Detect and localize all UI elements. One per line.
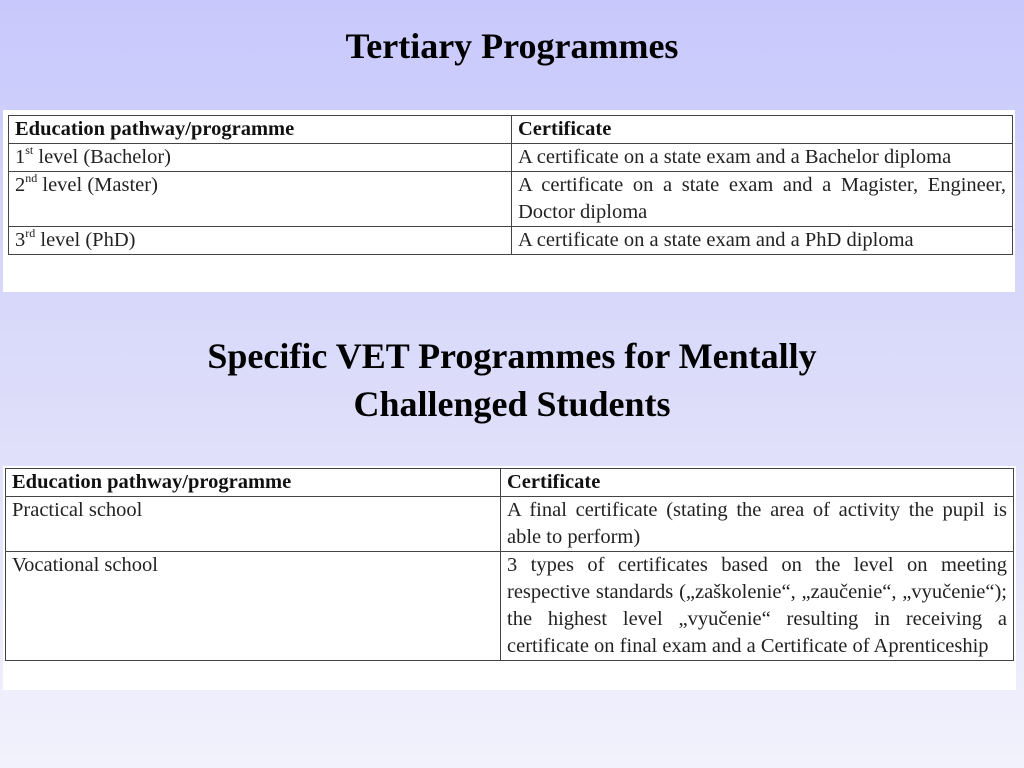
table-row <box>6 552 1014 661</box>
table-row <box>6 497 1014 552</box>
header-cell-pathway: Education pathway/programme <box>6 469 501 497</box>
table-row <box>9 144 1013 172</box>
certificate-cell: A final certificate (stating the area of activity the pupil is able to perform) <box>501 497 1014 552</box>
header-cell-pathway: Education pathway/programme <box>9 116 512 144</box>
certificate-cell: A certificate on a state exam and a Bachelor diploma <box>512 144 1013 172</box>
certificate-cell: 3 types of certificates based on the level on meeting respective standards („zaškolenie“, „zaučenie“, „vyučenie“); the highest level „vyučenie“ resulting in receiving a certificate on final exam and a Certificate of Aprenticeship <box>501 552 1014 661</box>
level-number: 3 <box>15 229 26 251</box>
level-label: level (PhD) <box>35 229 136 251</box>
programme-cell: Practical school <box>6 497 501 552</box>
level-number: 1 <box>15 146 26 168</box>
level-number: 2 <box>15 174 26 196</box>
vet-title-line-2: Challenged Students <box>353 384 671 424</box>
table-row <box>9 227 1013 255</box>
vet-table-container <box>3 466 1016 690</box>
tertiary-title: Tertiary Programmes <box>345 26 679 66</box>
table-header-row <box>6 469 1014 497</box>
level-ordinal: st <box>25 143 34 157</box>
vet-table <box>5 468 1014 661</box>
level-cell <box>9 172 512 227</box>
certificate-cell: A certificate on a state exam and a Magister, Engineer, Doctor diploma <box>512 172 1013 227</box>
level-label: level (Bachelor) <box>33 146 171 168</box>
tertiary-table <box>8 115 1013 255</box>
vet-title <box>0 332 1024 428</box>
table-header-row <box>9 116 1013 144</box>
header-cell-certificate: Certificate <box>501 469 1014 497</box>
header-cell-certificate: Certificate <box>512 116 1013 144</box>
vet-title-line-1: Specific VET Programmes for Mentally <box>207 336 817 376</box>
table-row <box>9 172 1013 227</box>
level-cell <box>9 227 512 255</box>
programme-cell: Vocational school <box>6 552 501 661</box>
certificate-cell: A certificate on a state exam and a PhD diploma <box>512 227 1013 255</box>
level-ordinal: nd <box>25 171 38 185</box>
level-cell <box>9 144 512 172</box>
level-label: level (Master) <box>37 174 158 196</box>
tertiary-table-container <box>3 110 1015 292</box>
level-ordinal: rd <box>25 226 36 240</box>
